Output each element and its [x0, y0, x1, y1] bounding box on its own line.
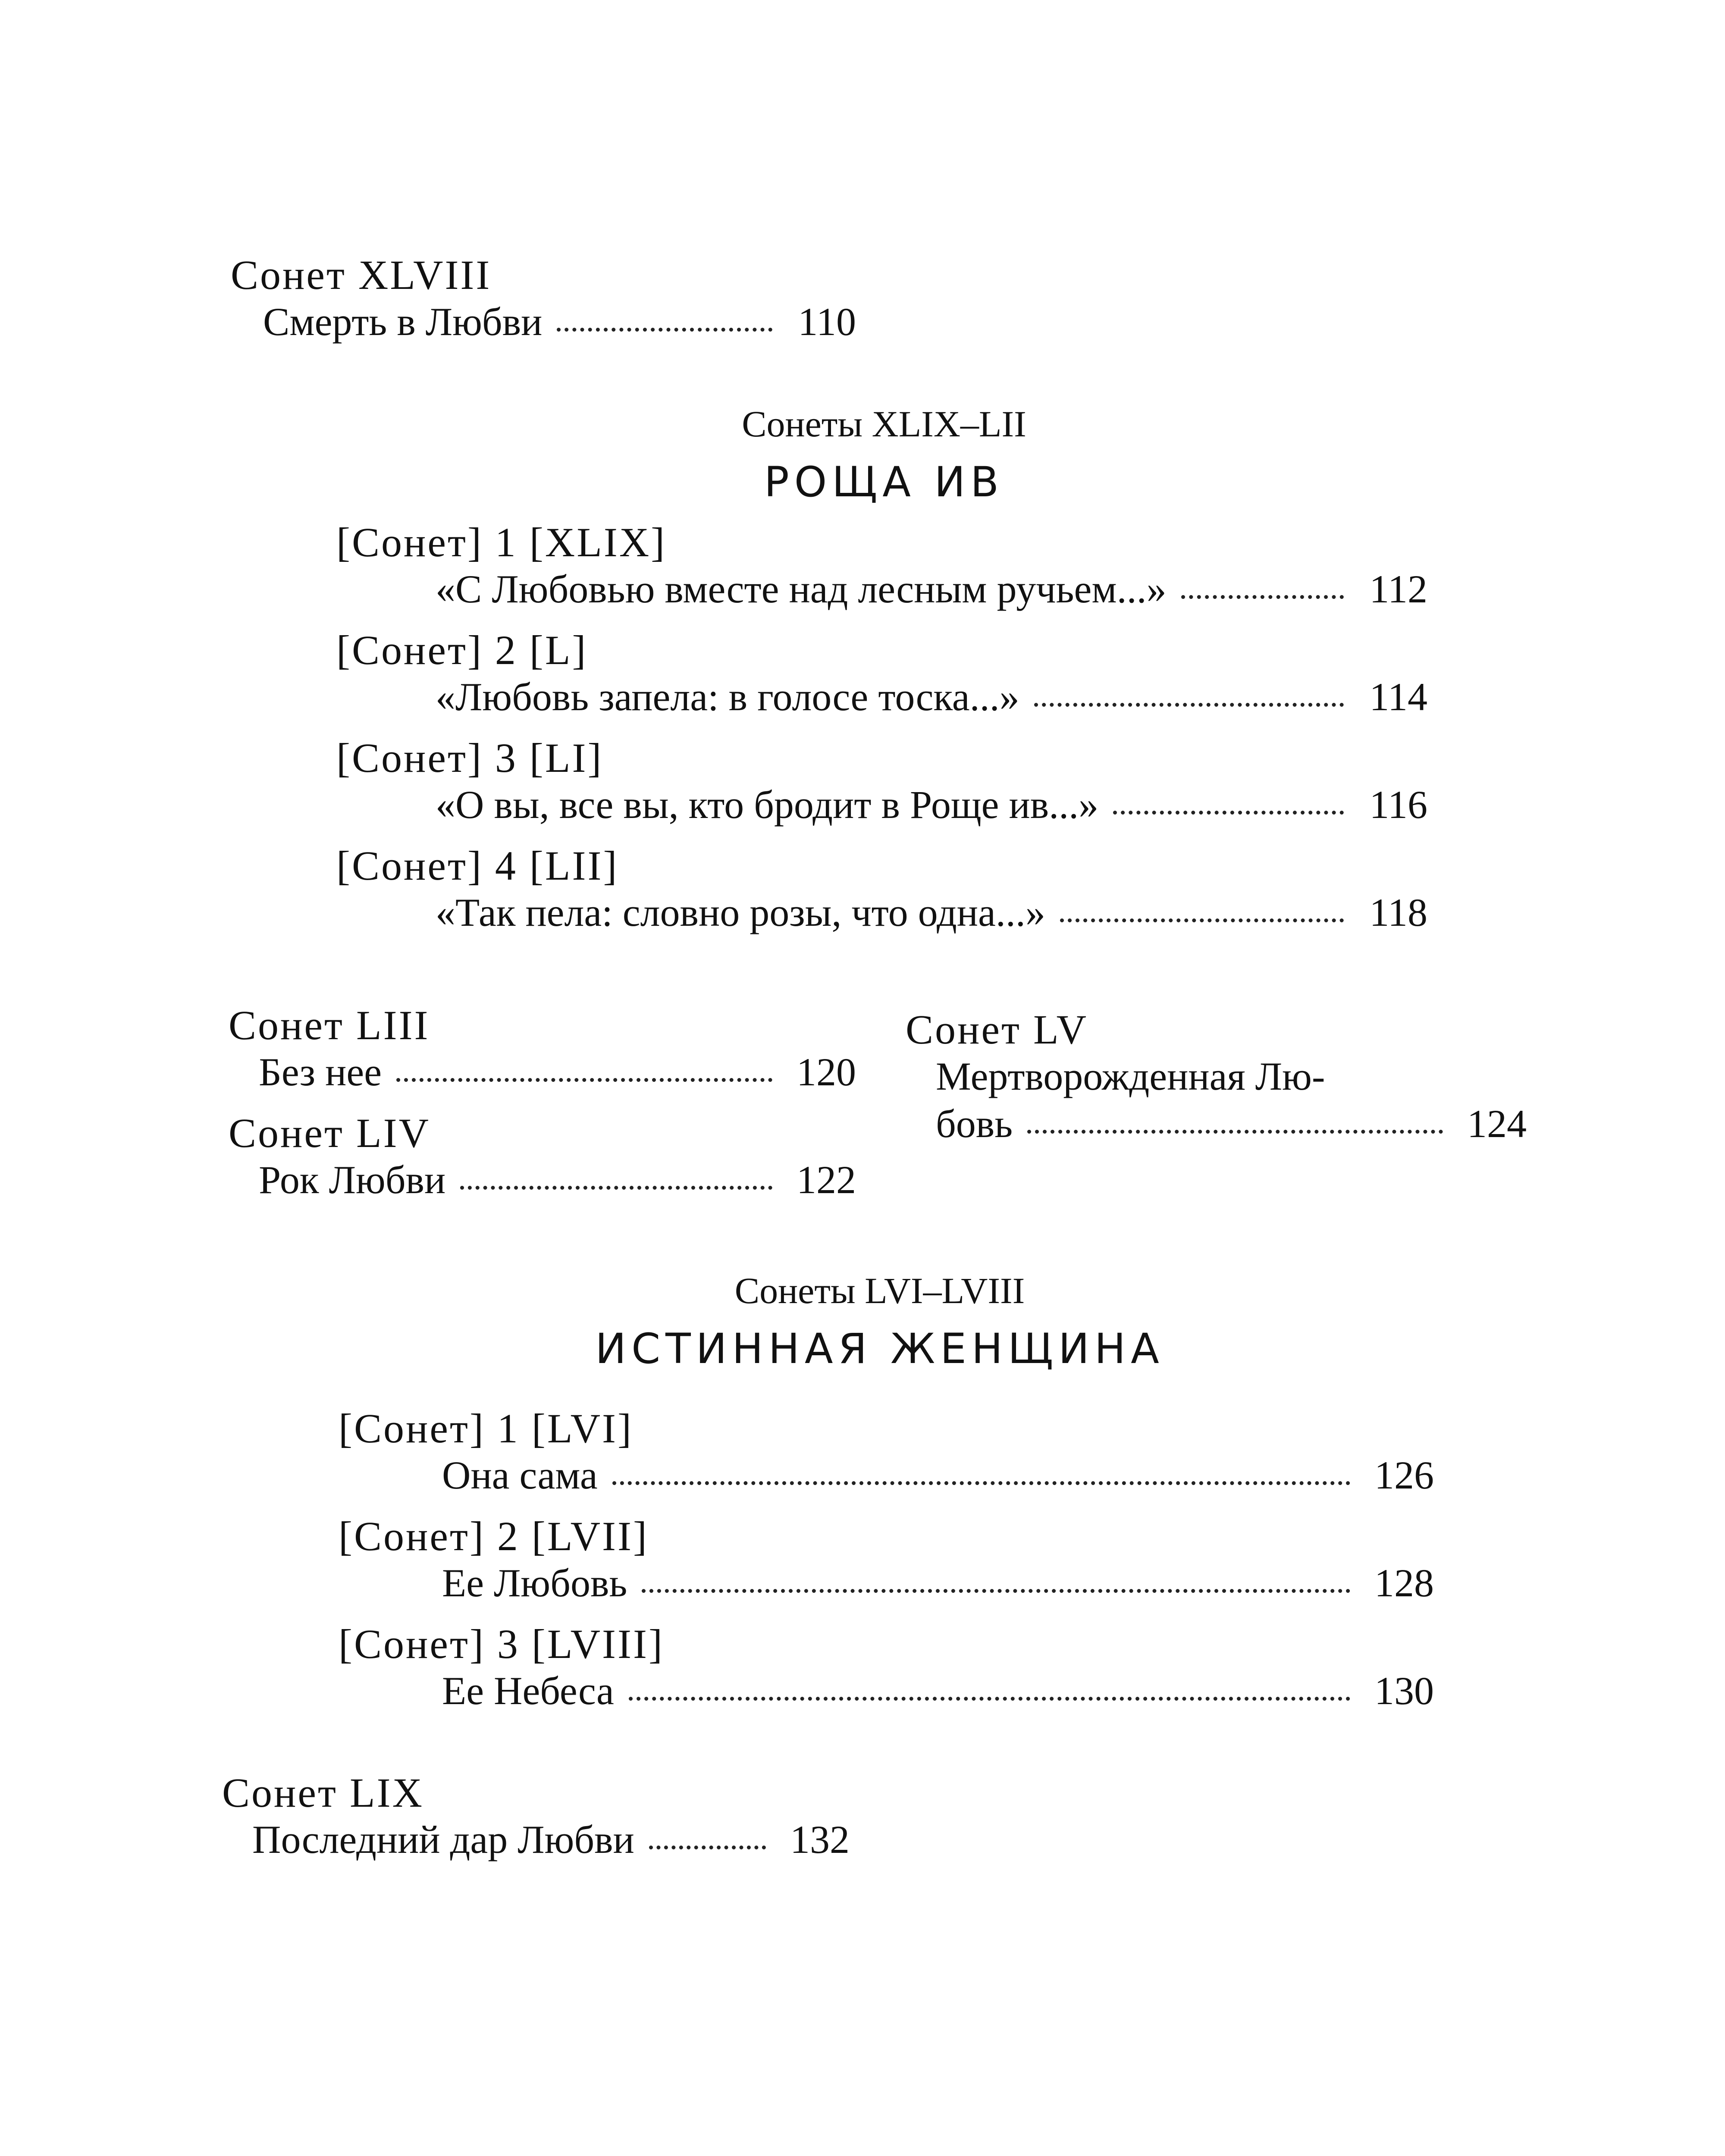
dot-leader — [642, 1589, 1350, 1593]
toc-entry[interactable] — [436, 569, 1427, 609]
group-title: РОЩА ИВ — [764, 458, 1004, 506]
toc-entry[interactable] — [259, 1052, 856, 1092]
sonnet-heading: [Сонет] 2 [LVII] — [339, 1513, 649, 1559]
dot-leader — [1027, 1130, 1443, 1134]
page-number: 132 — [790, 1818, 850, 1861]
sonnet-heading: Сонет LIII — [229, 1002, 430, 1048]
sonnet-heading: [Сонет] 3 [LI] — [336, 735, 603, 781]
toc-entry[interactable] — [263, 302, 856, 342]
page-number: 114 — [1369, 675, 1427, 719]
dot-leader — [557, 328, 772, 332]
group-title: ИСТИННАЯ ЖЕНЩИНА — [595, 1325, 1164, 1373]
sonnet-heading: [Сонет] 3 [LVIII] — [339, 1621, 664, 1667]
toc-entry[interactable] — [436, 890, 1427, 934]
entry-title: Смерть в Любви — [263, 300, 543, 344]
entry-title: «Любовь запела: в голосе тоска...» — [436, 675, 1019, 719]
dot-leader — [649, 1846, 766, 1849]
page-number: 118 — [1369, 890, 1427, 934]
page-number: 122 — [797, 1158, 856, 1202]
page-number: 110 — [798, 300, 856, 344]
dot-leader — [396, 1078, 772, 1082]
toc-entry[interactable] — [936, 1104, 1527, 1144]
dot-leader — [1181, 595, 1344, 599]
entry-title: «Так пела: словно розы, что одна...» — [436, 890, 1045, 934]
dot-leader — [612, 1481, 1350, 1485]
toc-entry[interactable] — [442, 1671, 1434, 1711]
page-number: 116 — [1369, 783, 1427, 827]
entry-title-continued: бовь — [936, 1102, 1013, 1146]
toc-entry[interactable] — [436, 783, 1427, 827]
page-number: 120 — [797, 1050, 856, 1094]
page-number: 126 — [1374, 1453, 1434, 1497]
page-number: 128 — [1374, 1561, 1434, 1605]
entry-title: Последний дар Любви — [252, 1818, 634, 1861]
toc-entry[interactable] — [442, 1455, 1434, 1495]
sonnet-heading: Сонет LV — [906, 1006, 1088, 1053]
dot-leader — [460, 1186, 772, 1190]
sonnet-heading: [Сонет] 2 [L] — [336, 627, 588, 673]
dot-leader — [1060, 918, 1344, 922]
dot-leader — [1034, 703, 1344, 707]
sonnet-heading: Сонет LIX — [222, 1770, 424, 1816]
entry-title: Рок Любви — [259, 1158, 446, 1202]
entry-title: Без нее — [259, 1050, 382, 1094]
entry-title: Ее Любовь — [442, 1561, 627, 1605]
sonnet-heading: [Сонет] 1 [LVI] — [339, 1405, 633, 1451]
page-number: 130 — [1374, 1669, 1434, 1713]
sonnet-heading: [Сонет] 4 [LII] — [336, 843, 619, 889]
toc-entry[interactable] — [259, 1160, 856, 1200]
toc-entry[interactable] — [442, 1563, 1434, 1603]
dot-leader — [1113, 811, 1344, 815]
entry-title: Ее Небеса — [442, 1669, 614, 1713]
group-label: Сонеты LVI–LVIII — [734, 1270, 1025, 1311]
toc-entry-line1 — [936, 1056, 1527, 1096]
entry-title: Она сама — [442, 1453, 598, 1497]
dot-leader — [629, 1697, 1350, 1701]
entry-title: Мертворожденная Лю- — [936, 1054, 1325, 1098]
toc-entry[interactable] — [252, 1820, 850, 1859]
toc-entry[interactable] — [436, 677, 1427, 717]
page-number: 112 — [1369, 567, 1427, 611]
entry-title: «С Любовью вместе над лесным ручьем...» — [436, 567, 1167, 611]
sonnet-heading: Сонет XLVIII — [231, 252, 492, 298]
sonnet-heading: [Сонет] 1 [XLIX] — [336, 519, 667, 565]
entry-title: «О вы, все вы, кто бродит в Роще ив...» — [436, 783, 1099, 827]
page-number: 124 — [1467, 1102, 1527, 1146]
group-label: Сонеты XLIX–LII — [742, 403, 1026, 445]
sonnet-heading: Сонет LIV — [229, 1110, 430, 1156]
